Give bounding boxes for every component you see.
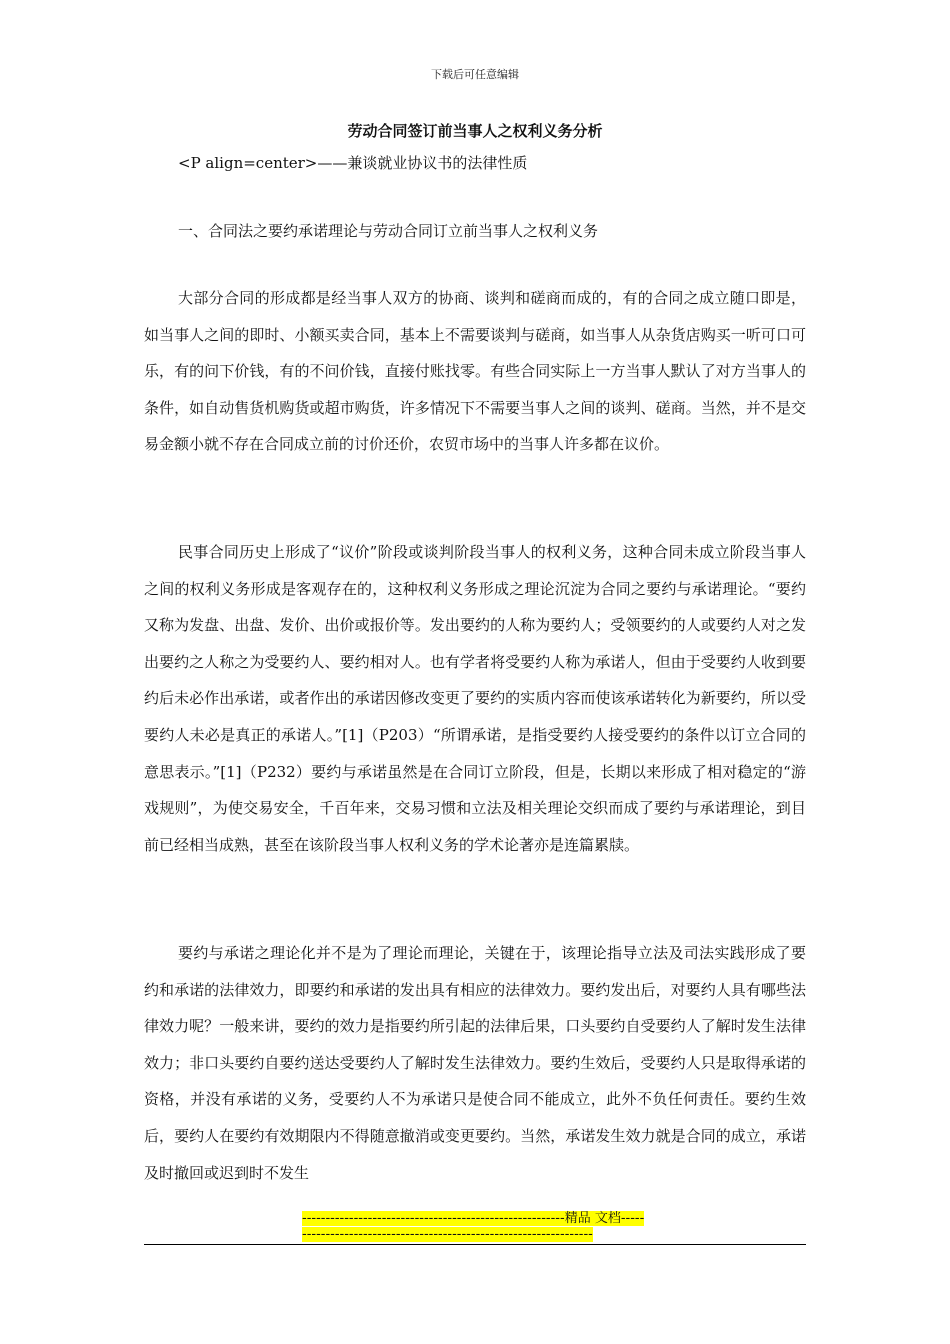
paragraph: 大部分合同的形成都是经当事人双方的协商、谈判和磋商而成的，有的合同之成立随口即是，如当事人之间的即时、小额买卖合同，基本上不需要谈判与磋商，如当事人从杂货店购买一听可口可乐，有的问下价钱，有的不问价钱，直接付账找零。有些合同实际上一方当事人默认了对方当事人的条件，如自动售货机购货或超市购货，许多情况下不需要当事人之间的谈判、磋商。当然，并不是交易金额小就不存在合同成立前的讨价还价，农贸市场中的当事人许多都在议价。 <box>144 289 806 454</box>
footer-watermark <box>302 1211 648 1243</box>
section-heading: 一、合同法之要约承诺理论与劳动合同订立前当事人之权利义务 <box>178 222 599 240</box>
header-note: 下载后可任意编辑 <box>431 68 519 81</box>
footer-watermark-text: --------------------------------------------------------精品 文档------------------------------------------------------------------- <box>302 1211 645 1242</box>
document-subtitle: <P align=center>——兼谈就业协议书的法律性质 <box>178 154 528 172</box>
paragraph: 民事合同历史上形成了“议价”阶段或谈判阶段当事人的权利义务，这种合同未成立阶段当事人之间的权利义务形成是客观存在的，这种权利义务形成之理论沉淀为合同之要约与承诺理论。“要约又称为发盘、出盘、发价、出价或报价等。发出要约的人称为要约人；受领要约的人或要约人对之发出要约之人称之为受要约人、要约相对人。也有学者将受要约人称为承诺人，但由于受要约人收到要约后未必作出承诺，或者作出的承诺因修改变更了要约的实质内容而使该承诺转化为新要约，所以受要约人未必是真正的承诺人。”[1]（P203）“所谓承诺，是指受要约人接受要约的条件以订立合同的意思表示。”[1]（P232）要约与承诺虽然是在合同订立阶段，但是，长期以来形成了相对稳定的“游戏规则”，为使交易安全，千百年来，交易习惯和立法及相关理论交织而成了要约与承诺理论，到目前已经相当成熟，甚至在该阶段当事人权利义务的学术论著亦是连篇累牍。 <box>144 543 806 854</box>
footer-rule <box>144 1244 806 1245</box>
paragraph: 要约与承诺之理论化并不是为了理论而理论，关键在于，该理论指导立法及司法实践形成了要约和承诺的法律效力，即要约和承诺的发出具有相应的法律效力。要约发出后，对要约人具有哪些法律效力呢？一般来讲，要约的效力是指要约所引起的法律后果，口头要约自受要约人了解时发生法律效力；非口头要约自要约送达受要约人了解时发生法律效力。要约生效后，受要约人只是取得承诺的资格，并没有承诺的义务，受要约人不为承诺只是使合同不能成立，此外不负任何责任。要约生效后，要约人在要约有效期限内不得随意撤消或变更要约。当然，承诺发生效力就是合同的成立，承诺及时撤回或迟到时不发生 <box>144 944 806 1182</box>
document-title: 劳动合同签订前当事人之权利义务分析 <box>347 122 603 140</box>
